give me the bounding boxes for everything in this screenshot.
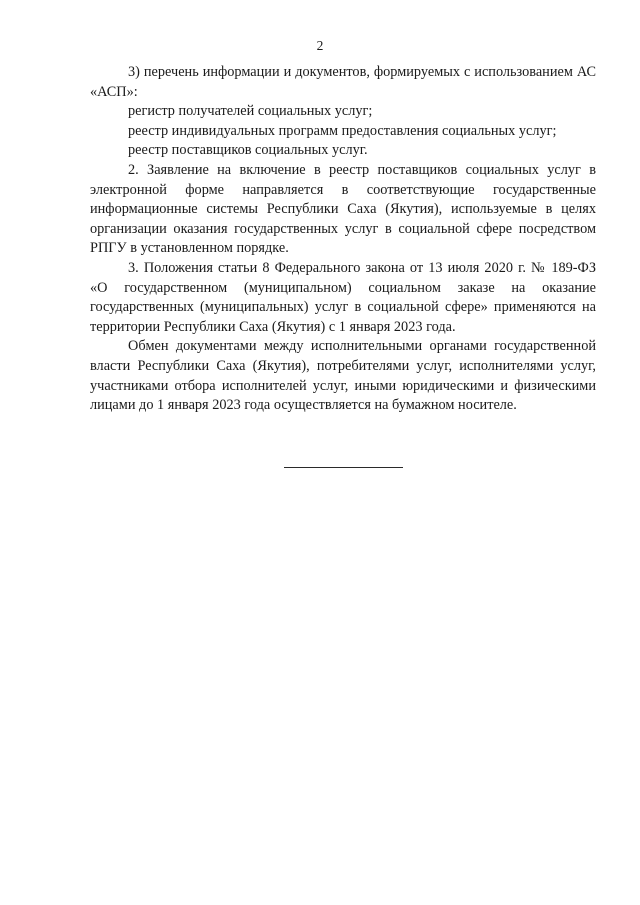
list-item-recipients-register: регистр получателей социальных услуг; [128,103,373,120]
paragraph-section-2: 2. Заявление на включение в реестр поставщиков социальных услуг в электронной форме направляется в соответствующие государственные информационные системы Республики Саха (Якутия), используемые в целях организации оказания государственных услуг в социальной сфере посредством РПГУ в установленном порядке. [90,161,596,257]
page-number: 2 [316,38,324,53]
paragraph-item-3: 3) перечень информации и документов, формируемых с использованием АС «АСП»: [90,64,596,100]
document-body [90,63,596,416]
paragraph-section-3: 3. Положения статьи 8 Федерального закона от 13 июля 2020 г. № 189-ФЗ «О государственном (муниципальном) социальном заказе на оказание государственных (муниципальных) услуг в социальной сфере» применяются на территории Республики Саха (Якутия) с 1 января 2023 года. [90,259,596,335]
list-item-individual-programs-register: реестр индивидуальных программ предоставления социальных услуг; [128,122,557,139]
paragraph-document-exchange: Обмен документами между исполнительными органами государственной власти Республики Саха (Якутия), потребителями услуг, исполнителями услуг, участниками отбора исполнителей услуг, иными юридическими и физическими лицами до 1 января 2023 года осуществляется на бумажном носителе. [90,338,596,414]
end-of-document-line [284,467,403,468]
list-item-providers-register: реестр поставщиков социальных услуг. [128,142,368,159]
